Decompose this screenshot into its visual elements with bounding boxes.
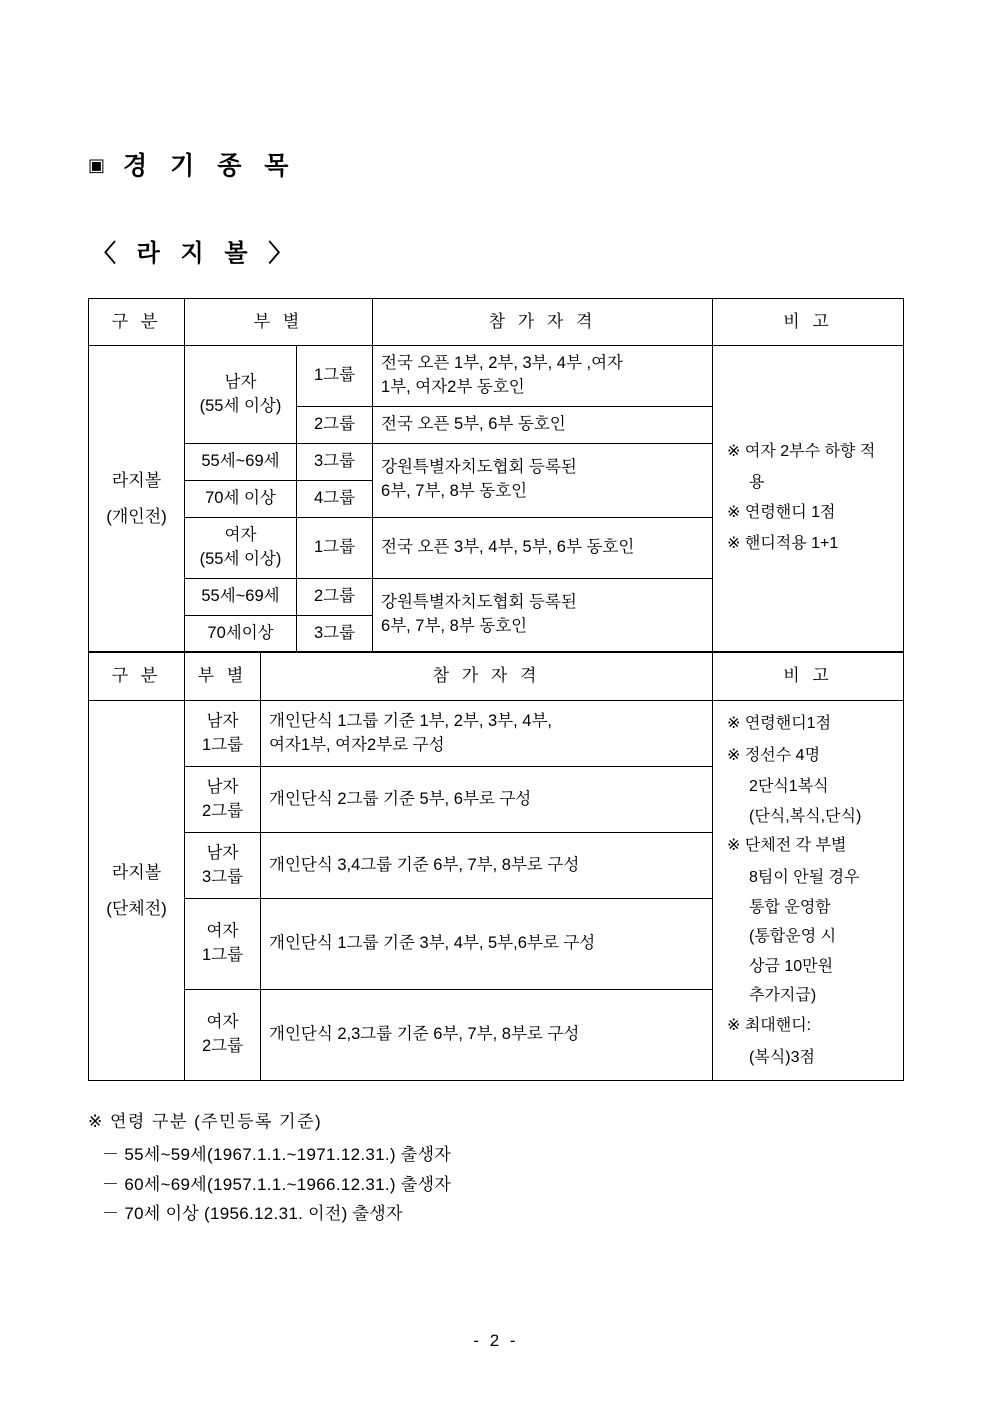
table1-division-age: 70세이상 (185, 615, 297, 652)
table2-category-line1: 라지볼 (111, 862, 162, 882)
table1-qual-line1: 전국 오픈 1부, 2부, 3부, 4부 ,여자 (381, 354, 623, 373)
table2-header-remarks: 비 고 (713, 653, 904, 701)
table2-division-line2: 2그룹 (201, 801, 244, 820)
table2-division-line1: 여자 (206, 1013, 239, 1032)
table1-qual-line2: 6부, 7부, 8부 동호인 (381, 482, 528, 501)
table2-category (89, 701, 185, 1081)
table1-category-line1: 라지볼 (111, 471, 162, 491)
table2-qual-line1: 개인단식 1그룹 기준 1부, 2부, 3부, 4부, (269, 711, 552, 730)
table2-division-line2: 1그룹 (201, 946, 244, 965)
table1-group: 1그룹 (297, 517, 373, 578)
table1-header-division: 구 분 (89, 298, 185, 346)
table1-division-age: 70세 이상 (185, 480, 297, 517)
notes-line: － 60세~69세(1957.1.1.~1966.12.31.) 출생자 (102, 1174, 452, 1194)
table1-remark-2: ※ 연령핸디 1점 (727, 503, 836, 521)
table1-header-qualification: 참 가 자 격 (373, 298, 713, 346)
notes-line: － 55세~59세(1967.1.1.~1971.12.31.) 출생자 (102, 1144, 452, 1164)
table1-category (89, 346, 185, 652)
table2-qual-line2: 여자1부, 여자2부로 구성 (269, 735, 445, 754)
table1-division-male-line2: (55세 이상) (199, 396, 282, 415)
table1-qualification: 전국 오픈 3부, 4부, 5부, 6부 동호인 (373, 517, 713, 578)
table2-header-qualification: 참 가 자 격 (261, 653, 713, 701)
table2-remark-4: ※ 최대핸디: (727, 1017, 812, 1035)
table1-qualification (373, 578, 713, 652)
table1-division-female-line2: (55세 이상) (199, 549, 282, 568)
table1-group: 2그룹 (297, 406, 373, 443)
table2-division-line2: 3그룹 (201, 867, 244, 886)
table1-remark-1: ※ 여자 2부수 하향 적 (727, 442, 876, 460)
table2-qualification (261, 701, 713, 767)
table1-group: 4그룹 (297, 480, 373, 517)
table1-division-age: 55세~69세 (185, 443, 297, 480)
table2-division (185, 833, 261, 899)
page-title-text: 경 기 종 목 (123, 152, 297, 180)
table1-qual-line2: 6부, 7부, 8부 동호인 (381, 617, 528, 636)
table1-category-line2: (개인전) (106, 506, 167, 526)
table2-remark-3e: 추가지급) (749, 987, 817, 1005)
table1-division-female (185, 517, 297, 578)
table1-qualification (373, 346, 713, 407)
table2-remark-4a: (복식)3점 (749, 1048, 815, 1066)
table1-qualification: 전국 오픈 5부, 6부 동호인 (373, 406, 713, 443)
table1-qualification (373, 443, 713, 517)
table-row (89, 653, 904, 701)
table-row (89, 298, 904, 346)
subsection-title: 〈 라 지 볼 〉 (92, 239, 300, 267)
table1-header-class: 부 별 (185, 298, 373, 346)
table-individual (88, 298, 904, 653)
table2-remark-3c: (통합운영 시 (749, 928, 837, 946)
age-criteria-notes (88, 1107, 912, 1229)
table2-remarks (713, 701, 904, 1081)
table2-division (185, 701, 261, 767)
page-title (88, 150, 912, 183)
table1-group: 3그룹 (297, 615, 373, 652)
table1-division-age: 55세~69세 (185, 578, 297, 615)
table1-division-male-line1: 남자 (224, 372, 257, 391)
table2-division-line1: 남자 (206, 843, 239, 862)
table2-remark-3a: 8팀이 안될 경우 (749, 869, 860, 887)
table1-group: 2그룹 (297, 578, 373, 615)
table2-division-line1: 남자 (206, 777, 239, 796)
table1-group: 1그룹 (297, 346, 373, 407)
table2-division-line1: 남자 (206, 711, 239, 730)
notes-line: － 70세 이상 (1956.12.31. 이전) 출생자 (102, 1204, 403, 1224)
table2-division-line2: 1그룹 (201, 735, 244, 754)
table1-header-remarks: 비 고 (713, 298, 904, 346)
table2-division (185, 990, 261, 1081)
table1-qual-line2: 1부, 여자2부 동호인 (381, 378, 525, 397)
square-bullet-icon: ▣ (88, 155, 114, 175)
table2-division (185, 767, 261, 833)
table-row (89, 346, 904, 407)
table2-category-line2: (단체전) (106, 898, 167, 918)
table1-remark-1b: 용 (749, 474, 765, 492)
table1-qual-line1: 강원특별자치도협회 등록된 (381, 593, 577, 612)
table1-group: 3그룹 (297, 443, 373, 480)
table1-division-female-line1: 여자 (224, 525, 257, 544)
table2-remark-2a: 2단식1복식 (749, 778, 829, 796)
table2-remark-3b: 통합 운영함 (749, 898, 831, 916)
table2-header-division: 구 분 (89, 653, 185, 701)
table1-qual-line1: 강원특별자치도협회 등록된 (381, 458, 577, 477)
table-row (89, 701, 904, 767)
table2-header-class: 부 별 (185, 653, 261, 701)
table-team (88, 652, 904, 1081)
page-number: - 2 - (473, 1331, 519, 1350)
table1-remark-3: ※ 핸디적용 1+1 (727, 535, 839, 553)
table2-remark-2b: (단식,복식,단식) (749, 807, 862, 825)
table2-remark-3d: 상금 10만원 (749, 957, 834, 975)
notes-heading: ※ 연령 구분 (주민등록 기준) (88, 1112, 323, 1132)
table2-qualification: 개인단식 2그룹 기준 5부, 6부로 구성 (261, 767, 713, 833)
table2-division-line1: 여자 (206, 922, 239, 941)
table2-division (185, 899, 261, 990)
table2-qualification: 개인단식 3,4그룹 기준 6부, 7부, 8부로 구성 (261, 833, 713, 899)
table1-division-male (185, 346, 297, 444)
table2-qualification: 개인단식 1그룹 기준 3부, 4부, 5부,6부로 구성 (261, 899, 713, 990)
table2-qualification: 개인단식 2,3그룹 기준 6부, 7부, 8부로 구성 (261, 990, 713, 1081)
table2-remark-1: ※ 연령핸디1점 (727, 715, 832, 733)
table2-remark-3: ※ 단체전 각 부별 (727, 837, 847, 855)
table2-division-line2: 2그룹 (201, 1037, 244, 1056)
table2-remark-2: ※ 정선수 4명 (727, 746, 821, 764)
table1-remarks (713, 346, 904, 652)
